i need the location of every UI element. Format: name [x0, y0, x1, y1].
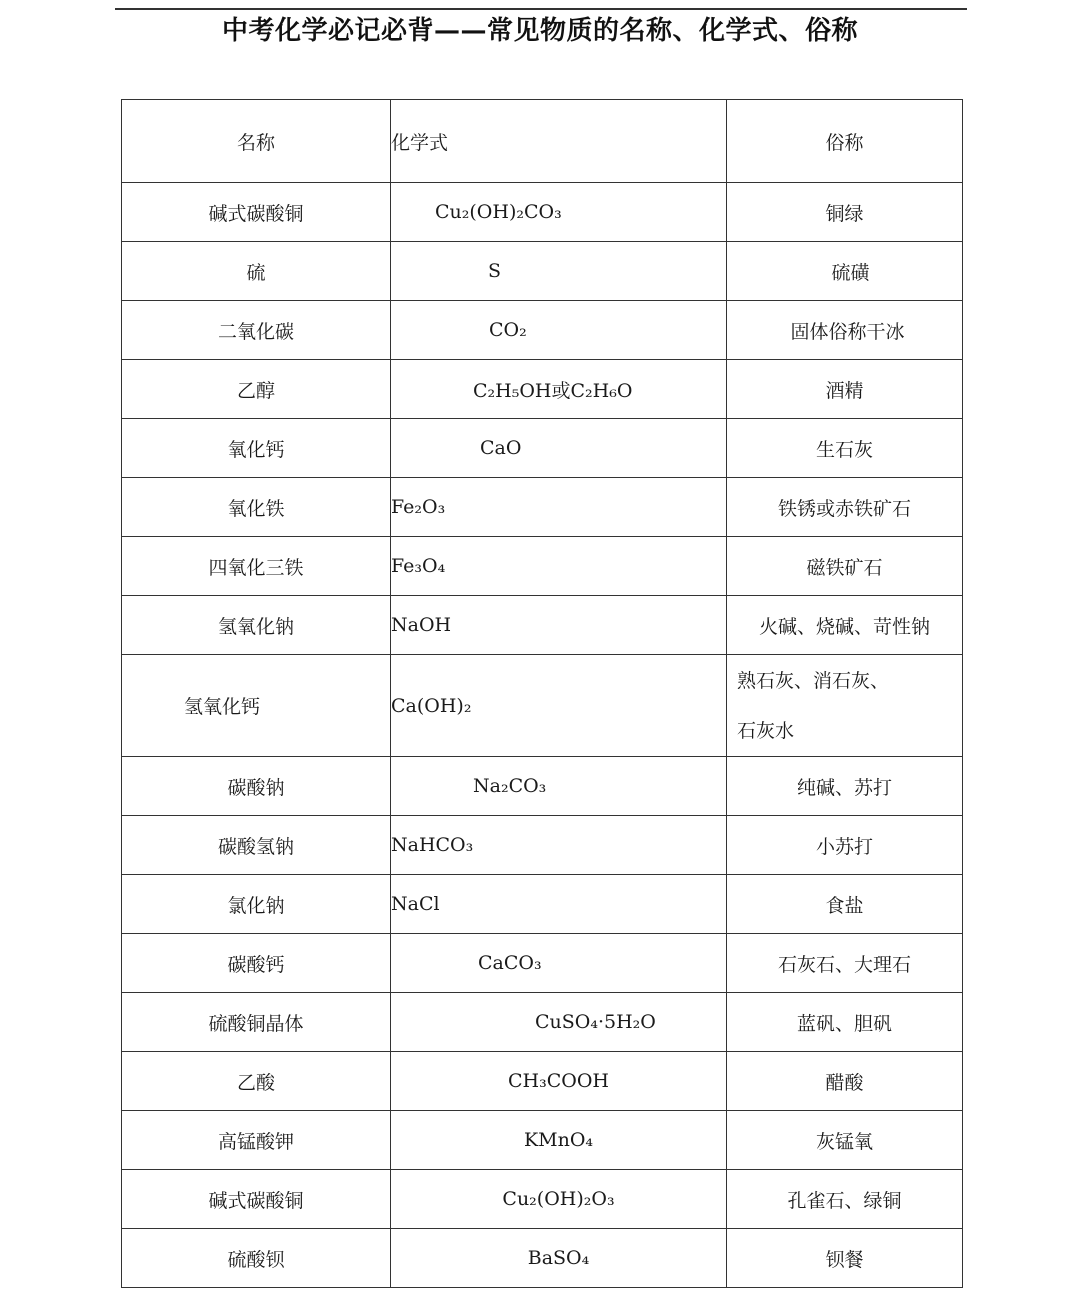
common-name: 酒精 [727, 360, 963, 419]
common-name: 食盐 [727, 875, 963, 934]
common-name: 石灰石、大理石 [727, 934, 963, 993]
chemical-formula: CaO [391, 419, 727, 478]
common-name: 灰锰氧 [727, 1111, 963, 1170]
common-name [727, 655, 963, 757]
table-row [122, 1229, 963, 1288]
substance-name: 硫 [122, 242, 391, 301]
chemical-formula: Cu₂(OH)₂CO₃ [391, 183, 727, 242]
common-name: 铜绿 [727, 183, 963, 242]
chemical-formula: NaCl [391, 875, 727, 934]
table-row [122, 875, 963, 934]
table-row [122, 419, 963, 478]
header-common-name: 俗称 [727, 100, 963, 183]
table-row [122, 993, 963, 1052]
chemical-formula: Na₂CO₃ [391, 757, 727, 816]
chemical-formula: Ca(OH)₂ [391, 655, 727, 757]
common-name: 钡餐 [727, 1229, 963, 1288]
chemical-formula: Fe₂O₃ [391, 478, 727, 537]
table-row [122, 301, 963, 360]
chemical-formula: CH₃COOH [391, 1052, 727, 1111]
chemical-formula: Cu₂(OH)₂O₃ [391, 1170, 727, 1229]
substance-name: 氯化钠 [122, 875, 391, 934]
substance-name: 氢氧化钠 [122, 596, 391, 655]
substance-name: 碳酸钠 [122, 757, 391, 816]
table-row [122, 537, 963, 596]
table-row [122, 478, 963, 537]
common-name: 硫磺 [727, 242, 963, 301]
common-name: 磁铁矿石 [727, 537, 963, 596]
chemical-formula: CO₂ [391, 301, 727, 360]
table-row [122, 757, 963, 816]
chemical-formula: C₂H₅OH或C₂H₆O [391, 360, 727, 419]
chemical-formula: CuSO₄·5H₂O [391, 993, 727, 1052]
substance-name: 硫酸铜晶体 [122, 993, 391, 1052]
common-name: 纯碱、苏打 [727, 757, 963, 816]
substance-name: 硫酸钡 [122, 1229, 391, 1288]
table-row [122, 183, 963, 242]
substance-name: 乙醇 [122, 360, 391, 419]
chemical-formula: NaOH [391, 596, 727, 655]
substance-name: 碱式碳酸铜 [122, 1170, 391, 1229]
substance-name: 碳酸氢钠 [122, 816, 391, 875]
chemical-formula: BaSO₄ [391, 1229, 727, 1288]
common-name: 生石灰 [727, 419, 963, 478]
chemical-formula: Fe₃O₄ [391, 537, 727, 596]
table-row [122, 1052, 963, 1111]
chemical-formula: S [391, 242, 727, 301]
substance-name: 氧化铁 [122, 478, 391, 537]
substances-table [121, 99, 963, 1288]
chemical-formula: KMnO₄ [391, 1111, 727, 1170]
table-row [122, 934, 963, 993]
common-name: 醋酸 [727, 1052, 963, 1111]
table-row [122, 360, 963, 419]
substance-name: 氧化钙 [122, 419, 391, 478]
common-name: 孔雀石、绿铜 [727, 1170, 963, 1229]
table-row [122, 1170, 963, 1229]
header-name: 名称 [122, 100, 391, 183]
common-name-line: 石灰水 [737, 719, 795, 742]
substance-name: 二氧化碳 [122, 301, 391, 360]
chemical-formula: NaHCO₃ [391, 816, 727, 875]
common-name-line: 熟石灰、消石灰、 [737, 669, 890, 692]
substance-name: 氢氧化钙 [122, 655, 391, 757]
table-row [122, 242, 963, 301]
table-row [122, 655, 963, 757]
chemical-formula: CaCO₃ [391, 934, 727, 993]
substance-name: 乙酸 [122, 1052, 391, 1111]
substance-name: 碱式碳酸铜 [122, 183, 391, 242]
substance-name: 四氧化三铁 [122, 537, 391, 596]
table-row [122, 816, 963, 875]
common-name: 小苏打 [727, 816, 963, 875]
substance-name: 碳酸钙 [122, 934, 391, 993]
common-name: 铁锈或赤铁矿石 [727, 478, 963, 537]
substance-name: 高锰酸钾 [122, 1111, 391, 1170]
common-name: 固体俗称干冰 [727, 301, 963, 360]
table-row [122, 596, 963, 655]
common-name: 蓝矾、胆矾 [727, 993, 963, 1052]
table-header-row [122, 100, 963, 183]
table-row [122, 1111, 963, 1170]
header-formula: 化学式 [391, 100, 727, 183]
document-title: 中考化学必记必背——常见物质的名称、化学式、俗称 [221, 16, 858, 46]
common-name: 火碱、烧碱、苛性钠 [727, 596, 963, 655]
